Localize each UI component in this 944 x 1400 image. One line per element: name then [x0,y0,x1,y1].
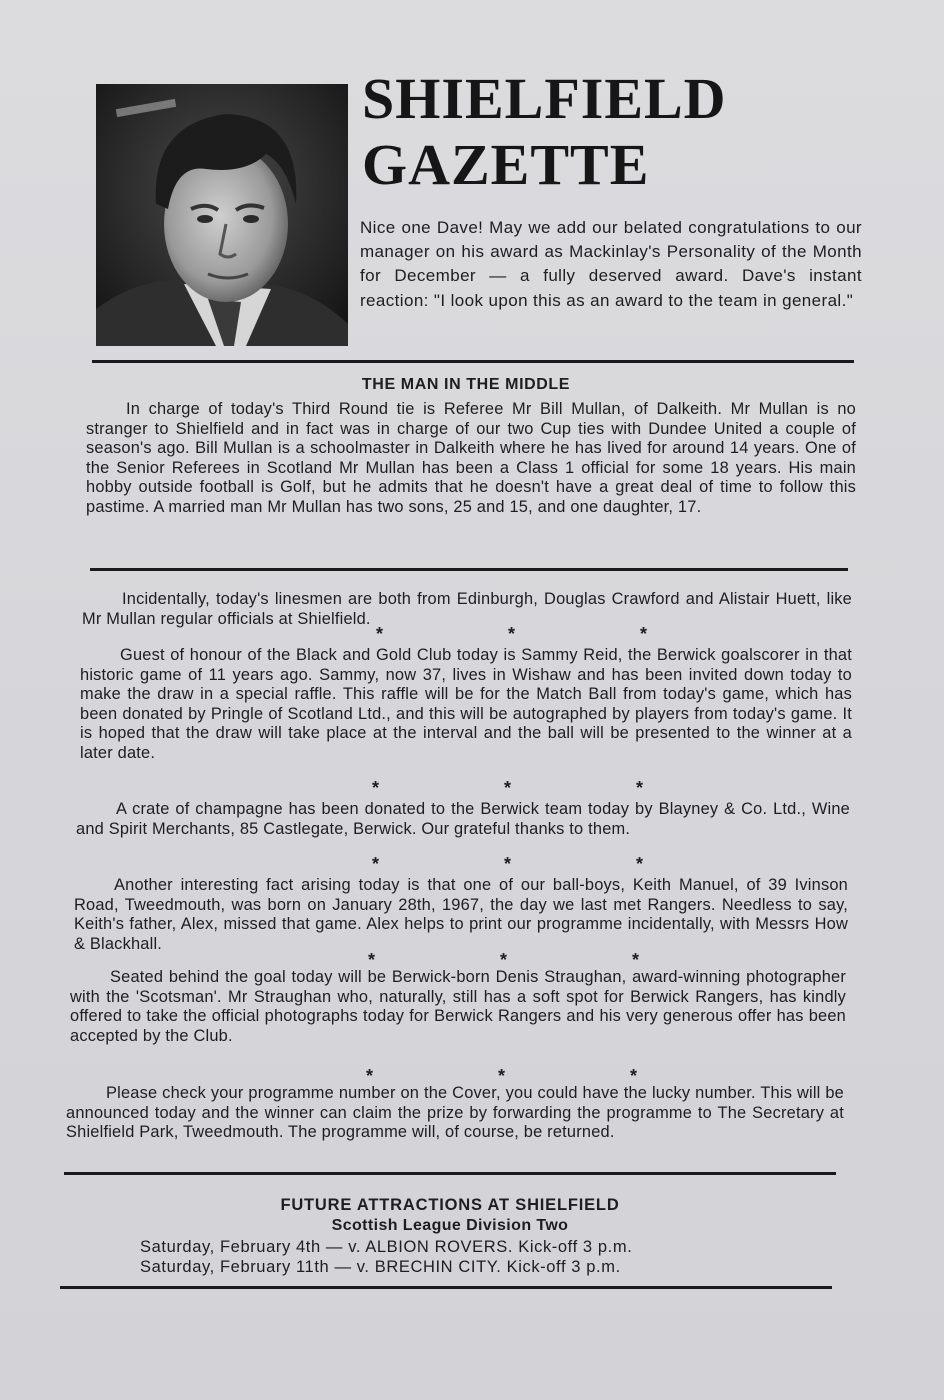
divider-lower [64,1172,836,1175]
paragraph-photographer [70,968,846,1046]
paragraph-lucky-number [66,1084,844,1143]
paragraph-ball-boy-text: Another interesting fact arising today is that one of our ball-boys, Keith Manuel, of 39 Ivinson Road, Tweedmouth, was born on January 28th, 1967, the day we last met Rangers. Needless to say, Keith's father, Alex, missed that game. Alex helps to print our programme incidentally, with Messrs How & Blackhall. [74,876,848,953]
separator-stars: * * * [372,854,704,874]
manager-portrait-icon [96,84,348,346]
intro-paragraph: Nice one Dave! May we add our belated congratulations to our manager on his award as Mackinlay's Personality of the Month for December — a fully deserved award. Dave's instant reaction: "I look upon this as an award to the team in general." [360,218,862,310]
separator-stars: * * * [372,778,704,798]
title-line-1: SHIELFIELD [362,66,727,131]
paragraph-ball-boy [74,876,848,954]
page-title [362,66,727,198]
fixture-brechin-city: Saturday, February 11th — v. BRECHIN CITY. Kick-off 3 p.m. [140,1258,621,1276]
future-attractions-heading: FUTURE ATTRACTIONS AT SHIELFIELD [280,1196,620,1214]
man-in-middle-heading: THE MAN IN THE MIDDLE [361,376,571,393]
paragraph-lucky-number-text: Please check your programme number on the Cover, you could have the lucky number. This will be announced today and the winner can claim the prize by forwarding the programme to The Secretary at Shielfield Park, Tweedmouth. The programme will, of course, be returned. [66,1084,844,1142]
divider-middle [90,568,848,571]
manager-portrait-photo [96,84,348,346]
separator-stars: * * * [368,950,700,970]
man-in-middle-body: In charge of today's Third Round tie is Referee Mr Bill Mullan, of Dalkeith. Mr Mullan is no stranger to Shielfield and in fact was in charge of our two Cup ties with Dundee United a couple of season's ago. Bill Mullan is a schoolmaster in Dalkeith where he has lived for around 14 years. One of the Senior Referees in Scotland Mr Mullan has been a Class 1 official for some 18 years. His main hobby outside football is Golf, but he admits that he doesn't have a great deal of time to follow this pastime. A married man Mr Mullan has two sons, 25 and 15, and one daughter, 17. [86,400,856,516]
future-attractions-subheading: Scottish League Division Two [331,1217,569,1234]
paragraph-champagne-text: A crate of champagne has been donated to the Berwick team today by Blayney & Co. Ltd., Wine and Spirit Merchants, 85 Castlegate, Berwick. Our grateful thanks to them. [76,800,850,838]
paragraph-guest-text: Guest of honour of the Black and Gold Club today is Sammy Reid, the Berwick goalscorer in that historic game of 11 years ago. Sammy, now 37, lives in Wishaw and has been invited down today to make the draw in a special raffle. This raffle will be for the Match Ball from today's game, which has been donated by Pringle of Scotland Ltd., and this will be autographed by players from today's game. It is hoped that the draw will take place at the interval and the ball will be presented to the winner at a later date. [80,646,852,762]
paragraph-champagne [76,800,850,839]
fixture-albion-rovers: Saturday, February 4th — v. ALBION ROVERS. Kick-off 3 p.m. [140,1238,633,1256]
paragraph-guest-of-honour [80,646,852,764]
title-line-2: GAZETTE [362,132,650,197]
divider-top [92,360,854,363]
divider-bottom [60,1286,832,1289]
paragraph-photographer-text: Seated behind the goal today will be Berwick-born Denis Straughan, award-winning photographer with the 'Scotsman'. Mr Straughan who, naturally, still has a soft spot for Berwick Rangers, has kindly offered to take the official photographs today for Berwick Rangers and his very generous offer has been accepted by the Club. [70,968,846,1045]
separator-stars: * * * [366,1066,698,1086]
man-in-middle-text [86,400,856,518]
paragraph-linesmen-text: Incidentally, today's linesmen are both from Edinburgh, Douglas Crawford and Alistair Huett, like Mr Mullan regular officials at Shielfield. [82,590,852,628]
separator-stars: * * * [376,624,708,644]
